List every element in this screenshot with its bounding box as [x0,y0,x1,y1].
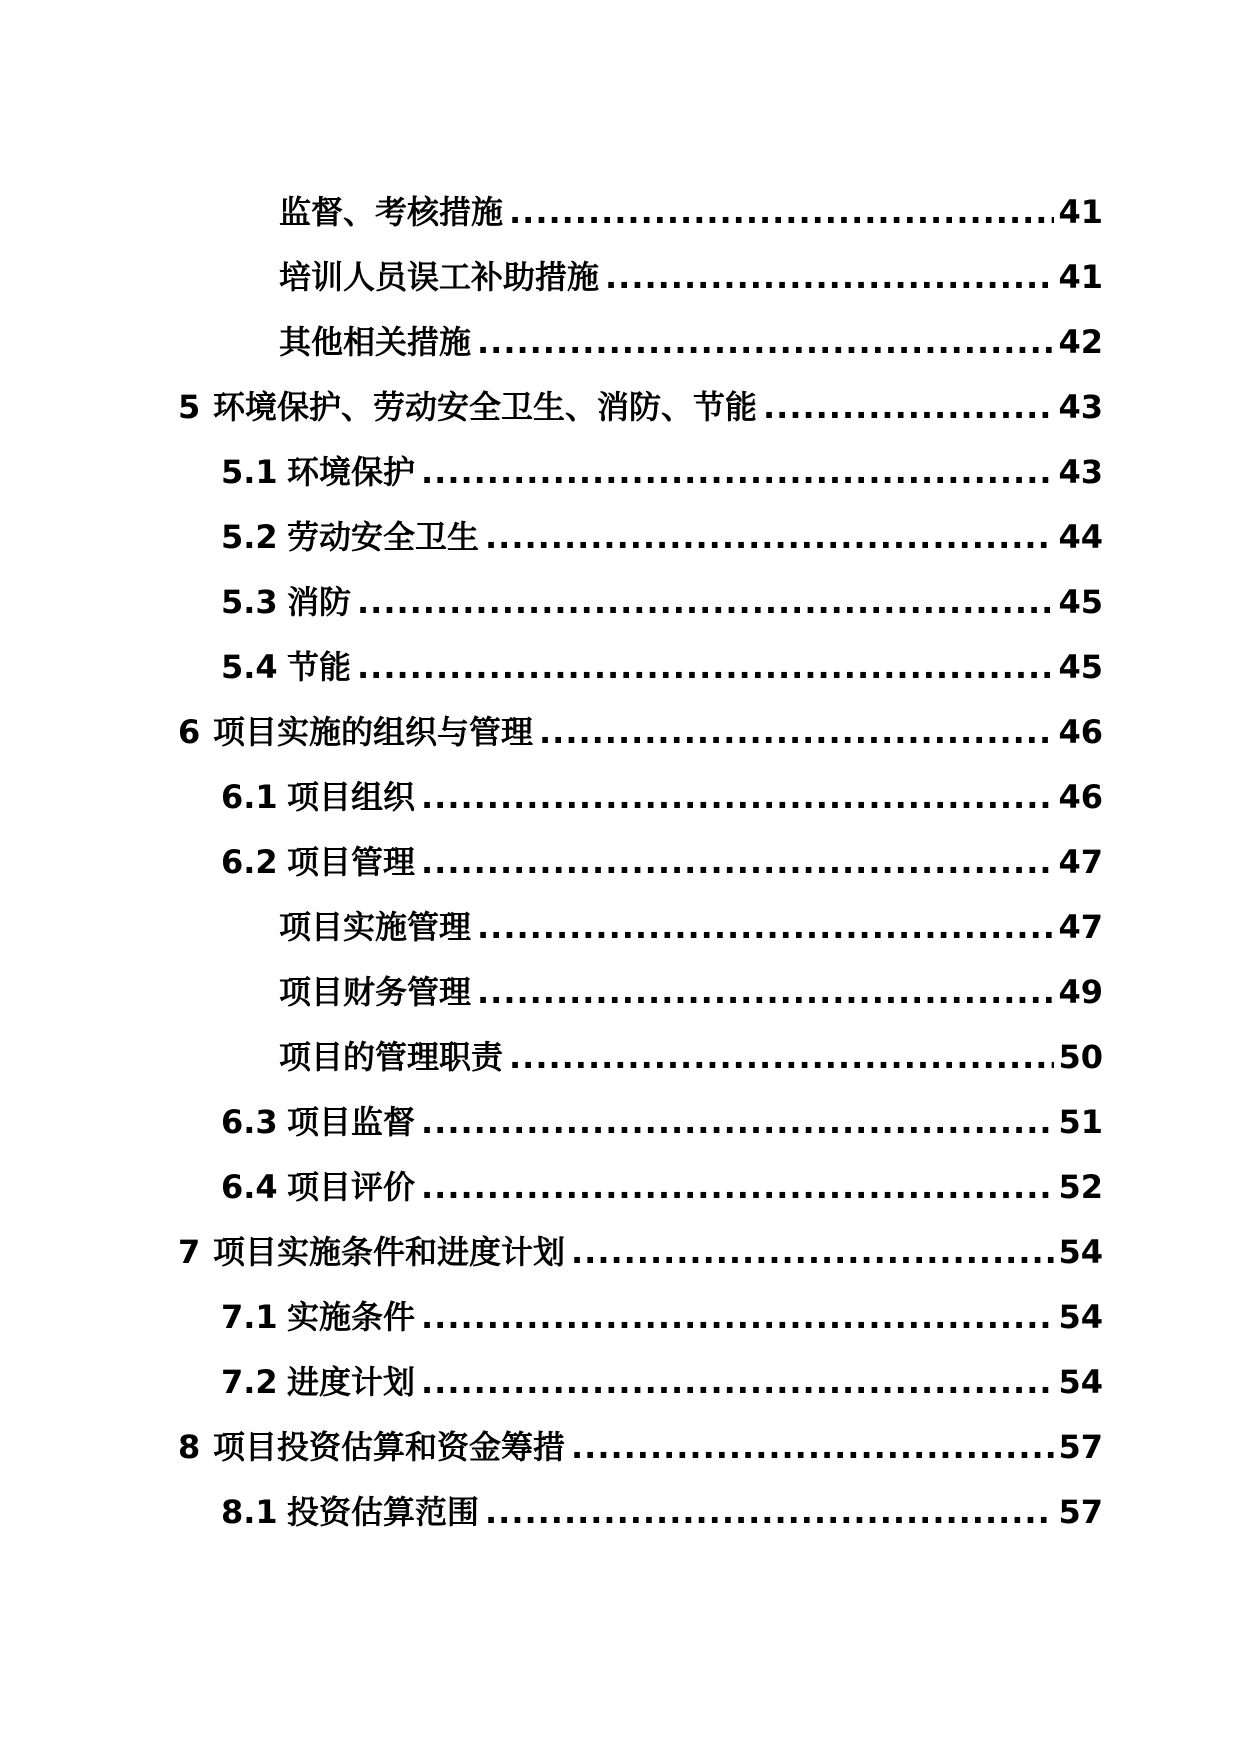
toc-entry-title: 环境保护 [287,453,416,491]
toc-entry-number: 8.1 [221,1493,278,1531]
toc-entry-title: 进度计划 [287,1363,416,1401]
toc-page-number: 57 [1058,1493,1103,1531]
toc-entry[interactable] [0,635,1241,700]
toc-dot-leader [571,1415,1054,1480]
toc-dot-leader [477,310,1054,375]
toc-dot-leader [421,1090,1054,1155]
toc-entry[interactable] [0,1350,1241,1415]
toc-entry-number: 5.2 [221,518,278,556]
toc-entry-title: 项目实施管理 [279,908,472,946]
toc-page-number: 54 [1058,1233,1103,1271]
toc-entry[interactable] [0,440,1241,505]
toc-entry-title: 监督、考核措施 [279,193,504,231]
toc-dot-leader [421,830,1054,895]
toc-entry[interactable] [0,1090,1241,1155]
toc-page-number: 41 [1058,193,1103,231]
toc-entry-number: 7 [178,1233,201,1271]
toc-entry-number: 7.1 [221,1298,278,1336]
toc-entry[interactable] [0,765,1241,830]
toc-page-number: 41 [1058,258,1103,296]
toc-dot-leader [509,180,1054,245]
toc-entry[interactable] [0,570,1241,635]
toc-dot-leader [421,440,1054,505]
toc-page-number: 47 [1058,843,1103,881]
toc-entry-title: 项目组织 [287,778,416,816]
toc-dot-leader [605,245,1054,310]
toc-dot-leader [421,765,1054,830]
toc-entry[interactable] [0,1025,1241,1090]
toc-entry[interactable] [0,180,1241,245]
toc-page-number: 49 [1058,973,1103,1011]
toc-dot-leader [509,1025,1054,1090]
table-of-contents [0,180,1241,1545]
toc-dot-leader [539,700,1054,765]
toc-entry[interactable] [0,310,1241,375]
toc-entry[interactable] [0,1285,1241,1350]
toc-entry-title: 项目的管理职责 [279,1038,504,1076]
toc-entry-number: 8 [178,1428,201,1466]
toc-entry-title: 投资估算范围 [287,1493,480,1531]
toc-entry-title: 项目实施的组织与管理 [213,713,534,751]
toc-dot-leader [421,1350,1054,1415]
toc-entry[interactable] [0,1415,1241,1480]
toc-page-number: 54 [1058,1298,1103,1336]
toc-entry[interactable] [0,1480,1241,1545]
toc-entry[interactable] [0,960,1241,1025]
toc-entry[interactable] [0,375,1241,440]
toc-entry-number: 6 [178,713,201,751]
toc-entry[interactable] [0,1155,1241,1220]
toc-entry-title: 项目管理 [287,843,416,881]
toc-entry[interactable] [0,700,1241,765]
toc-entry-title: 劳动安全卫生 [287,518,480,556]
toc-entry-title: 环境保护、劳动安全卫生、消防、节能 [213,388,758,426]
toc-dot-leader [421,1285,1054,1350]
toc-dot-leader [485,505,1054,570]
toc-page-number: 47 [1058,908,1103,946]
toc-page-number: 46 [1058,778,1103,816]
toc-entry-title: 节能 [287,648,352,686]
toc-dot-leader [477,960,1054,1025]
toc-entry-number: 6.2 [221,843,278,881]
toc-dot-leader [357,570,1054,635]
toc-entry-title: 项目财务管理 [279,973,472,1011]
toc-dot-leader [421,1155,1054,1220]
toc-entry-title: 培训人员误工补助措施 [279,258,600,296]
toc-page-number: 45 [1058,583,1103,621]
toc-page-number: 54 [1058,1363,1103,1401]
toc-entry-title: 其他相关措施 [279,323,472,361]
toc-entry[interactable] [0,895,1241,960]
toc-page-number: 43 [1058,453,1103,491]
toc-entry[interactable] [0,505,1241,570]
toc-dot-leader [485,1480,1054,1545]
toc-entry-title: 项目评价 [287,1168,416,1206]
toc-page-number: 51 [1058,1103,1103,1141]
toc-page-number: 44 [1058,518,1103,556]
toc-entry-number: 5 [178,388,201,426]
toc-dot-leader [571,1220,1054,1285]
toc-page-number: 57 [1058,1428,1103,1466]
toc-entry-number: 5.3 [221,583,278,621]
toc-entry[interactable] [0,1220,1241,1285]
toc-page-number: 46 [1058,713,1103,751]
toc-entry-title: 项目投资估算和资金筹措 [213,1428,566,1466]
toc-page-number: 45 [1058,648,1103,686]
toc-page-number: 52 [1058,1168,1103,1206]
toc-entry[interactable] [0,830,1241,895]
toc-entry-number: 6.3 [221,1103,278,1141]
toc-entry-title: 实施条件 [287,1298,416,1336]
toc-entry-number: 5.1 [221,453,278,491]
toc-entry[interactable] [0,245,1241,310]
toc-page-number: 43 [1058,388,1103,426]
toc-entry-title: 项目实施条件和进度计划 [213,1233,566,1271]
toc-entry-number: 5.4 [221,648,278,686]
toc-page-number: 42 [1058,323,1103,361]
toc-dot-leader [477,895,1054,960]
toc-page-number: 50 [1058,1038,1103,1076]
toc-entry-title: 项目监督 [287,1103,416,1141]
toc-entry-title: 消防 [287,583,352,621]
toc-entry-number: 6.4 [221,1168,278,1206]
toc-dot-leader [357,635,1054,700]
toc-entry-number: 7.2 [221,1363,278,1401]
toc-dot-leader [763,375,1054,440]
toc-entry-number: 6.1 [221,778,278,816]
